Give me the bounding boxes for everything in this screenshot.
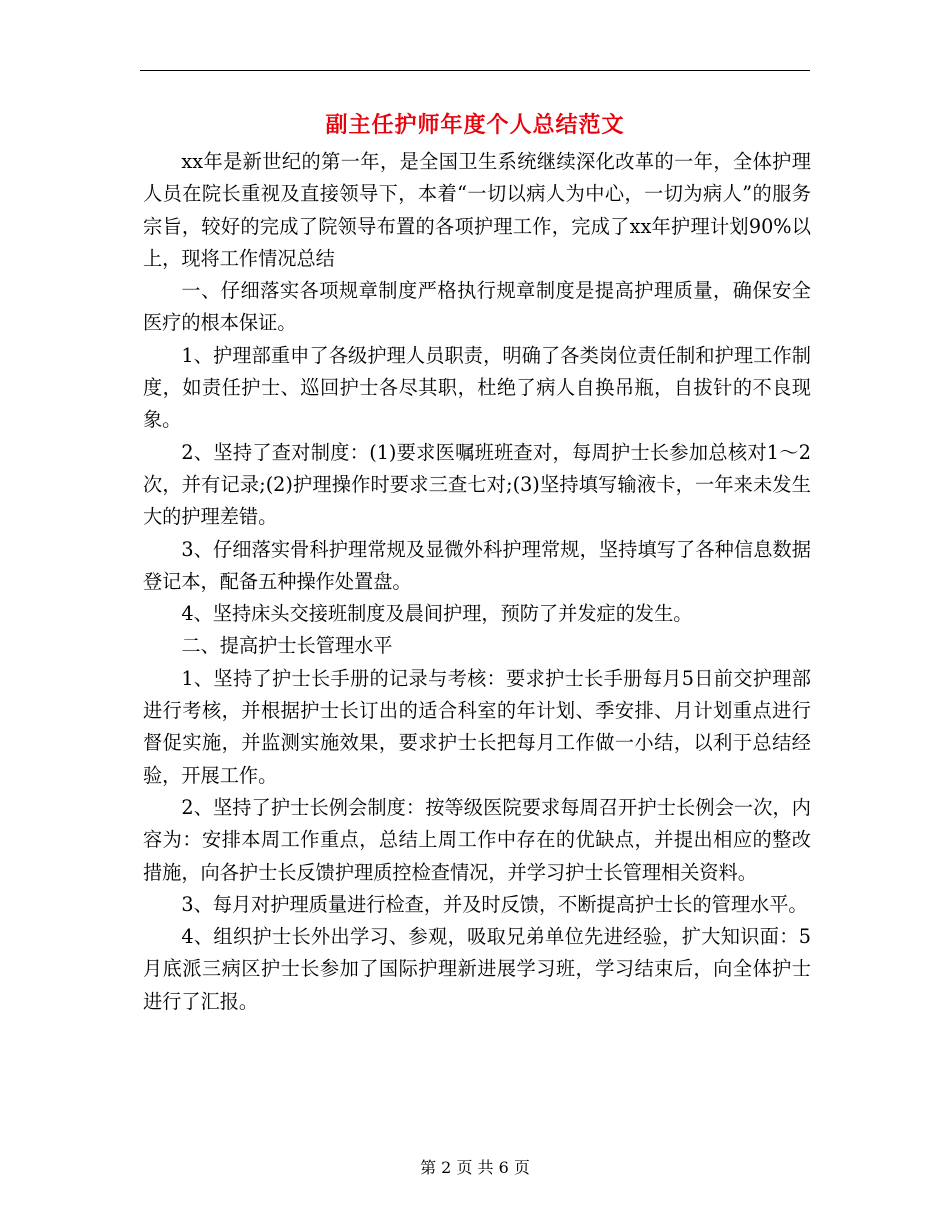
paragraph-section-1-item-1: 1、护理部重申了各级护理人员职责，明确了各类岗位责任制和护理工作制度，如责任护士、巡回护士各尽其职，杜绝了病人自换吊瓶，自拔针的不良现象。 [143,343,811,432]
document-title: 副主任护师年度个人总结范文 [325,113,625,138]
paragraph-section-2-item-1: 1、坚持了护士长手册的记录与考核：要求护士长手册每月5日前交护理部进行考核，并根据护士长订出的适合科室的年计划、季安排、月计划重点进行督促实施，并监测实施效果，要求护士长把每月工作做一小结，以利于总结经验，开展工作。 [143,666,811,787]
paragraph-section-1-item-2: 2、坚持了查对制度：(1)要求医嘱班班查对，每周护士长参加总核对1～2次，并有记录;(2)护理操作时要求三查七对;(3)坚持填写输液卡，一年来未发生大的护理差错。 [143,440,811,529]
paragraph-section-2-item-2: 2、坚持了护士长例会制度：按等级医院要求每周召开护士长例会一次，内容为：安排本周工作重点，总结上周工作中存在的优缺点，并提出相应的整改措施，向各护士长反馈护理质控检查情况，并学习护士长管理相关资料。 [143,795,811,884]
paragraph-section-2-item-4: 4、组织护士长外出学习、参观，吸取兄弟单位先进经验，扩大知识面：5月底派三病区护士长参加了国际护理新进展学习班，学习结束后，向全体护士进行了汇报。 [143,925,811,1013]
paragraph-section-2-item-3: 3、每月对护理质量进行检查，并及时反馈，不断提高护士长的管理水平。 [181,892,808,916]
paragraph-intro: xx年是新世纪的第一年，是全国卫生系统继续深化改革的一年，全体护理人员在院长重视及直接领导下，本着“一切以病人为中心，一切为病人”的服务宗旨，较好的完成了院领导布置的各项护理工作，完成了xx年护理计划90%以上，现将工作情况总结 [143,150,811,270]
paragraph-section-1-item-4: 4、坚持床头交接班制度及晨间护理，预防了并发症的发生。 [181,602,693,626]
page-number: 第 2 页 共 6 页 [420,1158,530,1177]
paragraph-section-2-heading: 二、提高护士长管理水平 [181,634,393,658]
paragraph-section-1-item-3: 3、仔细落实骨科护理常规及显微外科护理常规，坚持填写了各种信息数据登记本，配备五种操作处置盘。 [143,537,811,593]
document-body [143,146,811,1018]
header-rule [140,70,810,71]
paragraph-section-1-heading: 一、仔细落实各项规章制度严格执行规章制度是提高护理质量，确保安全医疗的根本保证。 [143,279,811,335]
